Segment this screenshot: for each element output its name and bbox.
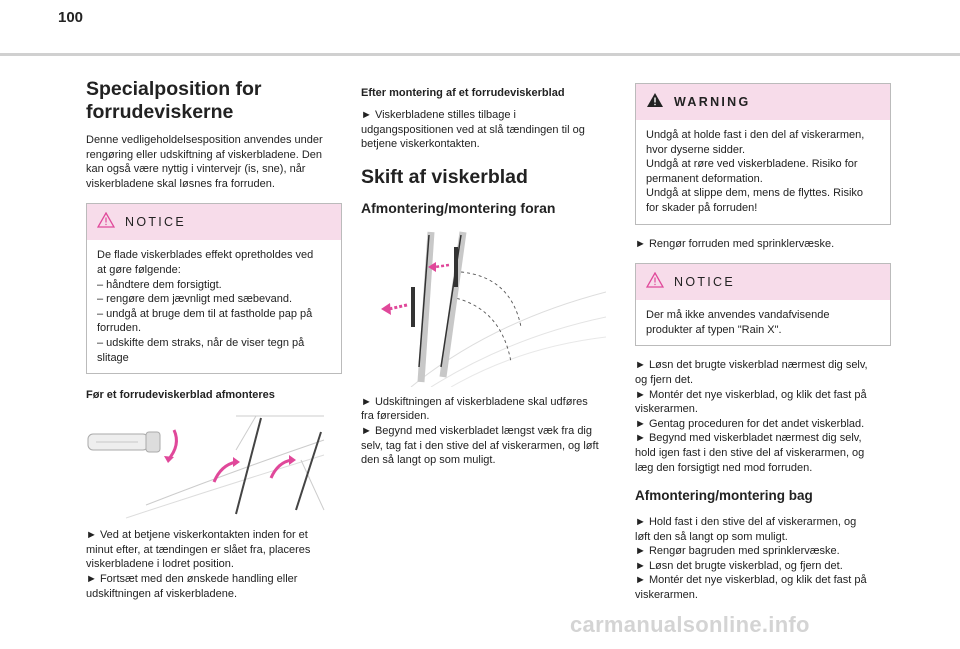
notice-box (86, 203, 342, 374)
warning-body: Undgå at holde fast i den del af viskerarmen, hvor dyserne sidder. Undgå at røre ved viskerbladene. Risiko for permanent deformation. Undgå at slippe dem, mens de flyttes. Risiko for skader på forruden! (646, 129, 865, 214)
subheading-before-removal: Før et forrudeviskerblad afmonteres (86, 389, 275, 402)
caution-outline-icon (646, 272, 664, 293)
section-heading-change-blade: Skift af viskerblad (361, 165, 528, 188)
intro-text: Denne vedligeholdelsesposition anvendes under rengøring eller udskiftning af viskerbladene. Den kan også være nyttig i vintervejr (is, sne), når viskerbladene skal løsnes fra forruden. (86, 134, 323, 190)
watermark: carmanualsonline.info (570, 612, 810, 637)
clean-windscreen-text: ► Rengør forruden med sprinklervæske. (635, 237, 835, 250)
front-wiper-illustration (371, 227, 606, 387)
notice-label-rain-x: NOTICE (674, 275, 736, 290)
subheading-front: Afmontering/montering foran (361, 199, 556, 216)
rear-steps-text: ► Hold fast i den stive del af viskerarmen, og løft den så langt op som muligt. ► Rengør bagruden med sprinklervæske. ► Løsn det brugte viskerblad, og fjern det. ► Montér det nye viskerblad, og klik det fast på viskerarmen. (635, 516, 867, 602)
after-mounting-text: ► Viskerbladene stilles tilbage i udgangspositionen ved at slå tændingen til og betjene viskerkontakten. (361, 109, 585, 151)
notice-body: De flade viskerblades effekt opretholdes ved at gøre følgende: – håndtere dem forsigtigt. – rengøre dem jævnligt med sæbevand. – undgå at bruge dem til at fastholde pap på forruden. – udskifte dem straks, når de viser tegn på slitage (97, 249, 314, 364)
column-1 (86, 78, 342, 601)
subheading-after-mounting: Efter montering af et forrudeviskerblad (361, 87, 565, 99)
column-3 (635, 83, 891, 603)
front-replacement-text: ► Udskiftningen af viskerbladene skal udføres fra førersiden. ► Begynd med viskerbladet længst væk fra dig selv, tag fat i den stive del af viskerarmen, og løft den så langt op som muligt. (361, 395, 599, 467)
page-number: 100 (58, 9, 84, 26)
notice-header-rain-x (636, 264, 890, 300)
warning-filled-icon (646, 92, 664, 113)
column-2 (361, 86, 616, 468)
warning-header (636, 84, 890, 120)
notice-body-rain-x: Der må ikke anvendes vandafvisende produkter af typen "Rain X". (646, 309, 830, 336)
notice-header (87, 204, 341, 240)
warning-label: WARNING (674, 95, 751, 109)
notice-box-rain-x (635, 263, 891, 346)
warning-box (635, 83, 891, 225)
before-removal-steps: ► Ved at betjene viskerkontakten inden for et minut efter, at tændingen er slået fra, placeres viskerbladene i lodret position. ► Fortsæt med den ønskede handling eller udskiftningen af viskerbladene. (86, 529, 311, 600)
subheading-rear: Afmontering/montering bag (635, 488, 813, 504)
notice-label: NOTICE (125, 215, 187, 230)
section-heading-special-position: Specialposition for forrudeviskerne (86, 78, 262, 123)
caution-outline-icon (97, 212, 115, 233)
header-rule (0, 53, 960, 56)
front-steps-text: ► Løsn det brugte viskerblad nærmest dig selv, og fjern det. ► Montér det nye viskerblad, og klik det fast på viskerarmen. ► Gentag proceduren for det andet viskerblad. ► Begynd med viskerbladet nærmest dig selv, hold igen fast i den stive del af viskerarmen, og læg den forsigtigt ned mod forruden. (635, 359, 868, 474)
wiper-switch-illustration (86, 410, 326, 520)
